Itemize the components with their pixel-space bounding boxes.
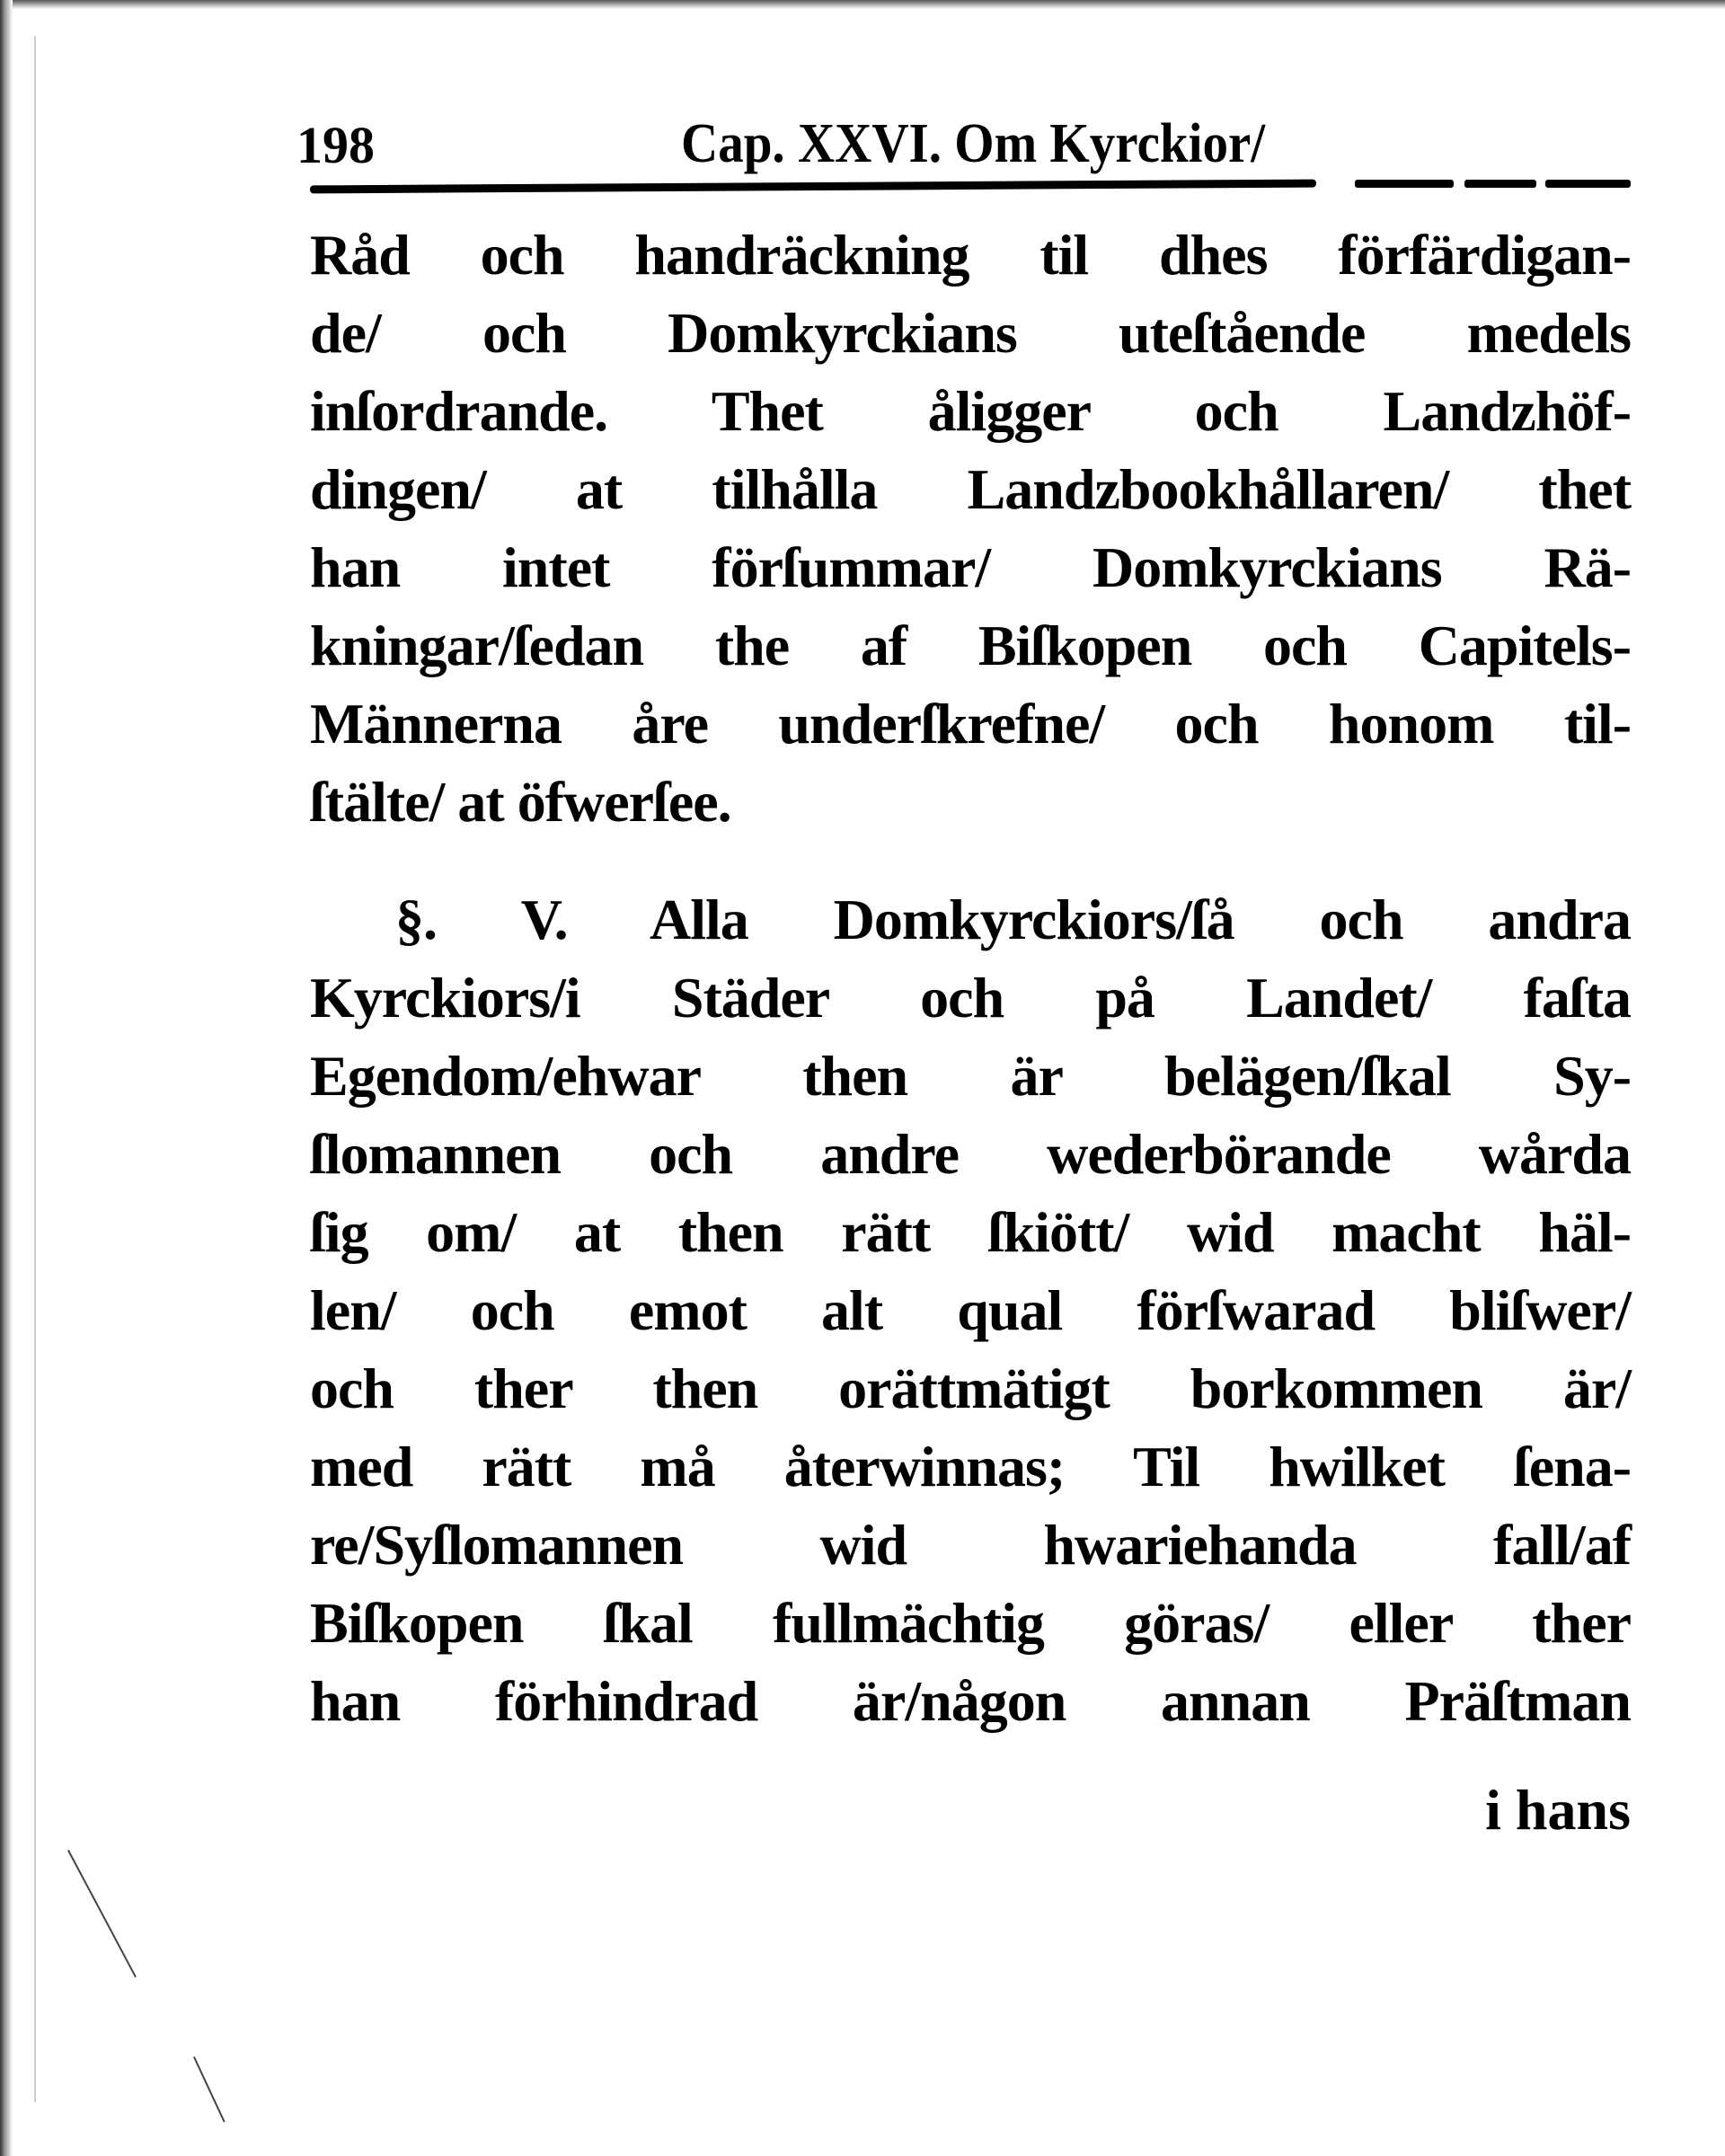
paragraph-1 — [310, 216, 1631, 841]
paragraph-2 — [310, 880, 1631, 1740]
text-line: Männerna åre underſkrefne/ och honom til- — [310, 692, 1631, 755]
text-line: inſordrande. Thet åligger och Landzhöf- — [310, 379, 1631, 443]
scan-mark — [193, 2056, 226, 2122]
text-line: Råd och handräckning til dhes förfärdigan- — [310, 223, 1631, 287]
page-number: 198 — [296, 116, 375, 174]
text-line: Biſkopen ſkal fullmächtig göras/ eller ther — [310, 1591, 1631, 1655]
header-rule-dash — [1464, 180, 1536, 188]
header-rule-dash — [1545, 180, 1631, 188]
text-line: ſig om/ at then rätt ſkiött/ wid macht häl- — [310, 1200, 1631, 1264]
scan-top-edge — [0, 0, 1725, 9]
header-rule-dash — [1355, 180, 1454, 188]
text-line: ſlomannen och andre wederbörande wårda — [310, 1122, 1631, 1186]
running-title: Cap. XXVI. Om Kyrckior/ — [681, 113, 1266, 174]
text-line: Egendom/ehwar then är belägen/ſkal Sy- — [310, 1044, 1631, 1108]
section-heading-line: §. V. Alla Domkyrckiors/ſå och andra — [395, 888, 1631, 951]
header-rule — [310, 180, 1316, 194]
text-line: med rätt må återwinnas; Til hwilket ſena- — [310, 1435, 1631, 1498]
text-line: han intet förſummar/ Domkyrckians Rä- — [310, 535, 1631, 599]
text-line: dingen/ at tilhålla Landzbookhållaren/ thet — [310, 457, 1631, 521]
text-line: re/Syſlomannen wid hwariehanda fall/af — [310, 1513, 1631, 1577]
text-line: ſtälte/ at öfwerſee. — [310, 770, 731, 834]
catchword: i hans — [1485, 1778, 1631, 1842]
text-line: de/ och Domkyrckians uteſtående medels — [310, 301, 1631, 365]
text-line: len/ och emot alt qual förſwarad bliſwer/ — [310, 1278, 1631, 1342]
page-gutter-line — [34, 36, 36, 2102]
text-line: och ther then orättmätigt borkommen är/ — [310, 1356, 1631, 1420]
text-line: kningar/ſedan the af Biſkopen och Capitels- — [310, 614, 1631, 677]
scan-left-edge — [0, 0, 13, 2156]
text-line: Kyrckiors/i Städer och på Landet/ faſta — [310, 966, 1631, 1029]
scan-mark — [67, 1850, 137, 1977]
text-line: han förhindrad är/någon annan Präſtman — [310, 1669, 1631, 1733]
